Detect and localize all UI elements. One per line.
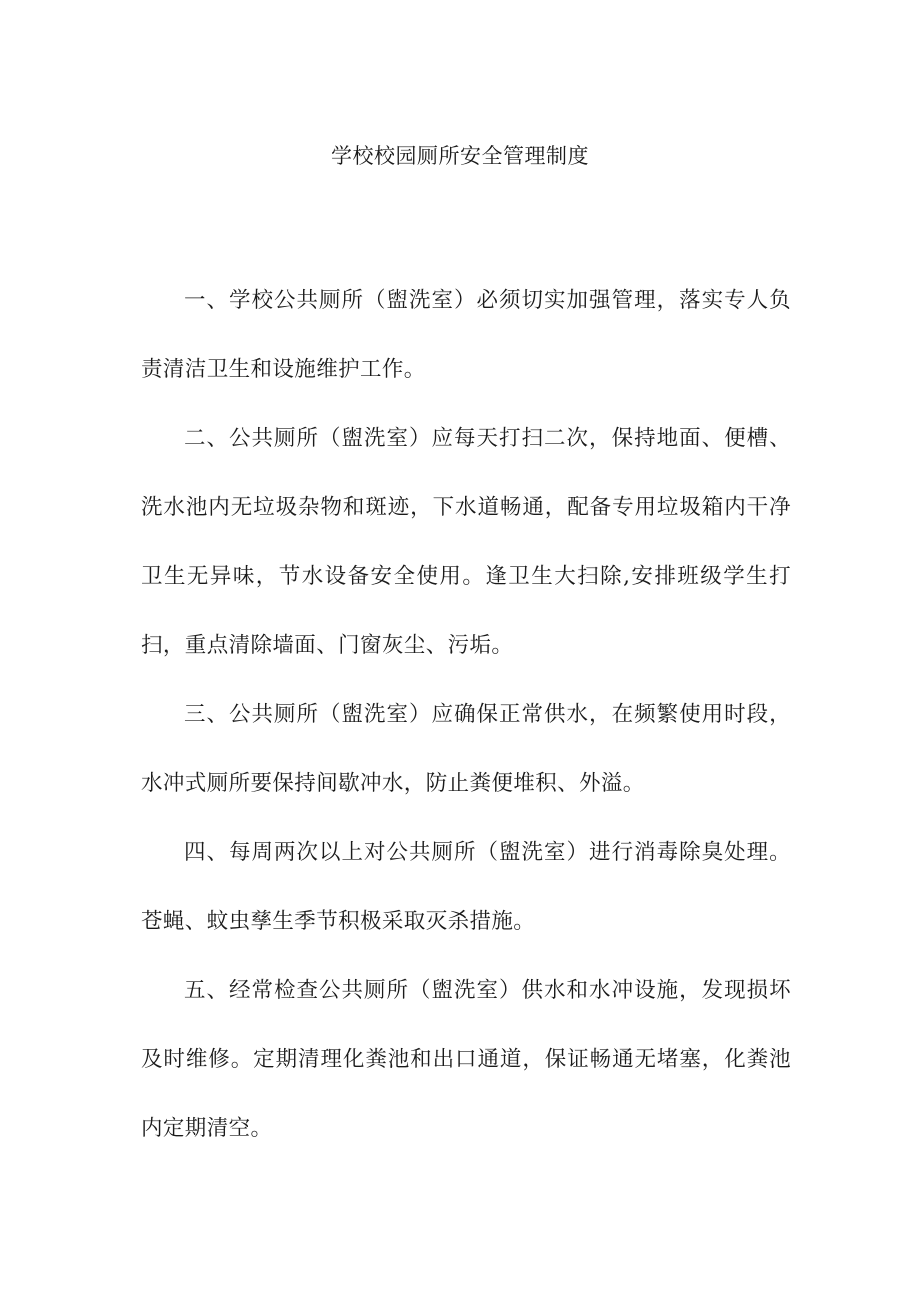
paragraph-4: 四、每周两次以上对公共厕所（盥洗室）进行消毒除臭处理。苍蝇、蚊虫孳生季节积极采取灭杀措施。 bbox=[141, 840, 791, 934]
document-title: 学校校园厕所安全管理制度 bbox=[331, 144, 589, 168]
document-body bbox=[141, 266, 791, 1163]
paragraph-3: 三、公共厕所（盥洗室）应确保正常供水，在频繁使用时段，水冲式厕所要保持间歇冲水，防止粪便堆积、外溢。 bbox=[141, 702, 791, 796]
paragraph-2: 二、公共厕所（盥洗室）应每天打扫二次，保持地面、便槽、洗水池内无垃圾杂物和斑迹，下水道畅通，配备专用垃圾箱内干净卫生无异味，节水设备安全使用。逢卫生大扫除,安排班级学生打扫，重点清除墙面、门窗灰尘、污垢。 bbox=[141, 426, 791, 658]
paragraph-1: 一、学校公共厕所（盥洗室）必须切实加强管理，落实专人负责清洁卫生和设施维护工作。 bbox=[141, 288, 791, 382]
paragraph-5: 五、经常检查公共厕所（盥洗室）供水和水冲设施，发现损坏及时维修。定期清理化粪池和出口通道，保证畅通无堵塞，化粪池内定期清空。 bbox=[141, 978, 791, 1141]
